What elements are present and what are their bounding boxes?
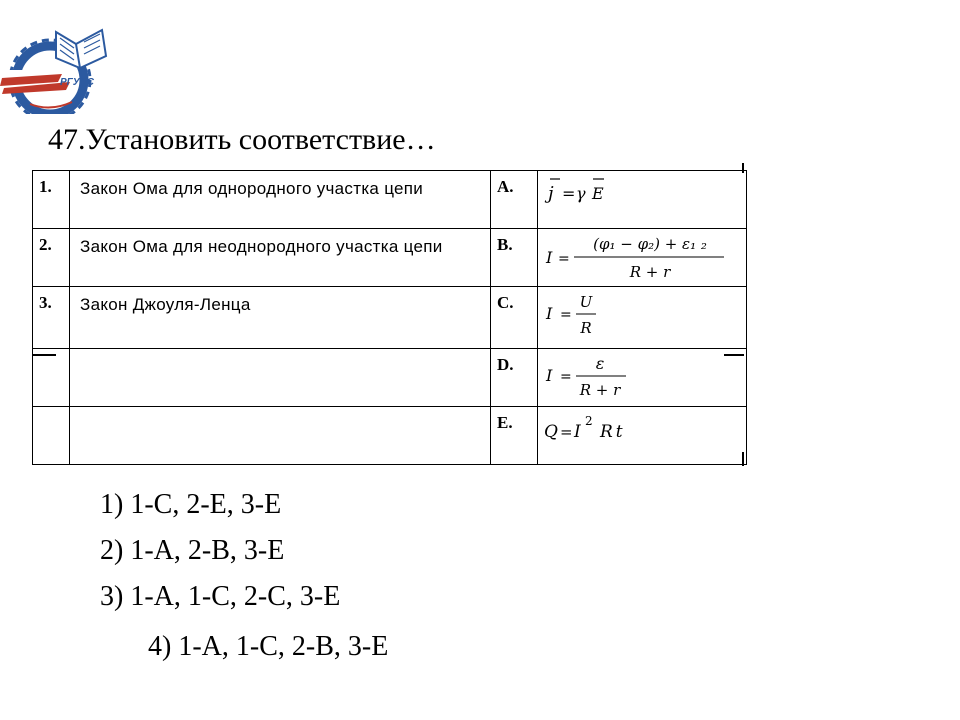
formula-b-eq: =	[558, 251, 570, 267]
option-letter: D.	[497, 355, 514, 374]
formula-b-num: (φ₁ − φ₂) + ε₁ ₂	[593, 235, 707, 253]
formula-d-num: ε	[595, 354, 605, 373]
formula-c-i: I	[546, 304, 553, 323]
row-number: 1.	[39, 177, 52, 196]
row-number	[33, 349, 69, 355]
formula-d-den: R + r	[579, 381, 621, 399]
formula-c-num: U	[579, 293, 593, 311]
formula-a-gamma: γ	[576, 184, 586, 203]
formula-a-e: E	[592, 184, 604, 203]
table-row	[33, 407, 747, 465]
table-row	[33, 287, 747, 349]
law-name: Закон Ома для однородного участка цепи	[80, 179, 424, 198]
formula-a-eq: =	[562, 184, 576, 203]
formula-a	[538, 171, 738, 228]
answer-option-1[interactable]: 1) 1-C, 2-E, 3-E	[100, 489, 282, 520]
formula-d-eq: =	[560, 369, 572, 385]
option-letter: A.	[497, 177, 514, 196]
option-letter: C.	[497, 293, 514, 312]
formula-d-i: I	[546, 366, 553, 385]
university-logo	[0, 22, 112, 114]
matching-table	[32, 170, 747, 465]
law-name	[70, 349, 490, 354]
row-number: 3.	[39, 293, 52, 312]
table-row	[33, 171, 747, 229]
formula-b-i: I	[546, 248, 553, 267]
formula-c	[538, 287, 738, 344]
question-title: 47.Установить соответствие…	[48, 123, 436, 156]
answer-option-2[interactable]: 2) 1-A, 2-B, 3-E	[100, 535, 285, 566]
answer-option-3[interactable]: 3) 1-A, 1-C, 2-C, 3-E	[100, 581, 341, 612]
formula-d	[538, 349, 738, 406]
formula-e	[538, 407, 738, 464]
table-row	[33, 229, 747, 287]
row-number	[33, 407, 69, 413]
formula-e-i: I	[574, 422, 581, 442]
answer-option-4[interactable]: 4) 1-A, 1-C, 2-B, 3-E	[148, 631, 389, 662]
law-name: Закон Джоуля-Ленца	[80, 295, 251, 314]
logo-text: РГУПС	[60, 77, 94, 88]
law-name	[70, 407, 490, 412]
option-letter: B.	[497, 235, 513, 254]
formula-c-eq: =	[560, 307, 572, 323]
law-name: Закон Ома для неоднородного участка цепи	[80, 237, 443, 256]
formula-e-eq: =	[560, 423, 573, 441]
formula-e-exp: 2	[585, 414, 593, 428]
formula-c-den: R	[580, 319, 592, 337]
formula-a-j: j	[548, 183, 554, 204]
table-row	[33, 349, 747, 407]
row-number: 2.	[39, 235, 52, 254]
formula-e-q: Q	[544, 422, 558, 442]
option-letter: E.	[497, 413, 513, 432]
formula-b	[538, 229, 738, 286]
formula-e-rt: Rt	[600, 422, 626, 442]
formula-b-den: R + r	[629, 263, 671, 281]
